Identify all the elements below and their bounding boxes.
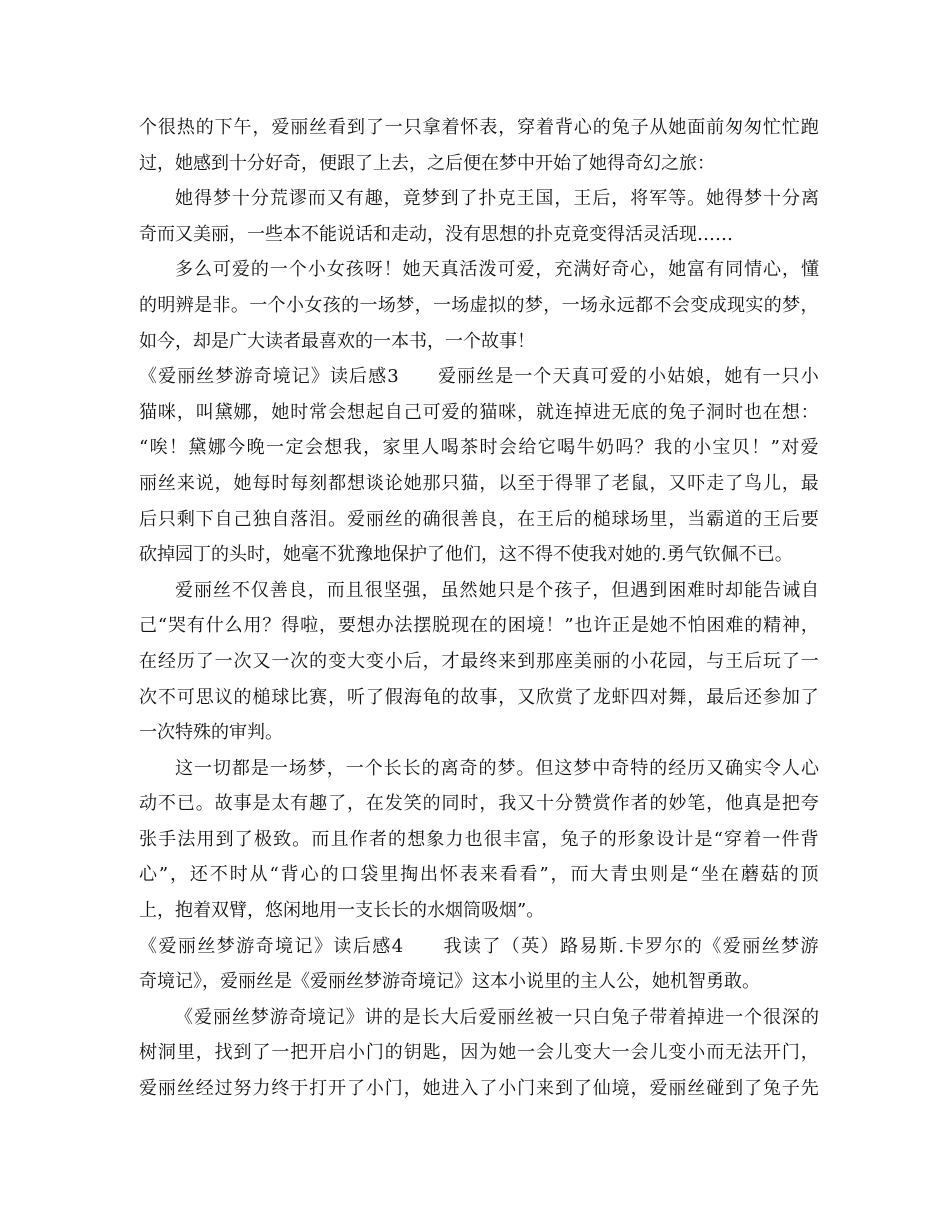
text-line: 张 手 法 用 到 了 极 致 。 而 且 作 者 的 想 象 力 也 很 丰 富 ， 兔 子 的 形 象 设 计 是 “ 穿 着 一 件 背: [139, 828, 819, 850]
text-line: 奇而又美丽，一些本不能说话和走动，没有思想的扑克竟变得活灵活现……: [139, 223, 733, 245]
text-line: 《 爱 丽 丝 梦 游 奇 境 记 》 讲 的 是 长 大 后 爱 丽 丝 被 一 只 白 兔 子 带 着 掉 进 一 个 很 深 的: [175, 1006, 819, 1028]
text-line: 如今，却是广大读者最喜欢的一本书，一个故事！: [139, 330, 535, 352]
text-line: 猫 咪 ， 叫 黛 娜 ， 她 时 常 会 想 起 自 己 可 爱 的 猫 咪 ， 就 连 掉 进 无 底 的 兔 子 洞 时 也 在 想 ：: [139, 401, 819, 423]
text-line: 这 一 切 都 是 一 场 梦 ， 一 个 长 长 的 离 奇 的 梦 。 但 这 梦 中 奇 特 的 经 历 又 确 实 令 人 心: [175, 757, 819, 779]
text-line: 爱 丽 丝 不 仅 善 良 ， 而 且 很 坚 强 ， 虽 然 她 只 是 个 孩 子 ， 但 遇 到 困 难 时 却 能 告 诫 自: [175, 579, 819, 601]
text-line: 爱 丽 丝 经 过 努 力 终 于 打 开 了 小 门 ， 她 进 入 了 小 门 来 到 了 仙 境 ， 爱 丽 丝 碰 到 了 兔 子 先: [139, 1078, 819, 1100]
text-line: 过，她感到十分好奇，便跟了上去，之后便在梦中开始了她得奇幻之旅：: [139, 152, 715, 174]
text-line: 在 经 历 了 一 次 又 一 次 的 变 大 变 小 后 ， 才 最 终 来 到 那 座 美 丽 的 小 花 园 ， 与 王 后 玩 了 一: [139, 650, 819, 672]
text-line: 次 不 可 思 议 的 槌 球 比 赛 ， 听 了 假 海 龟 的 故 事 ， 又 欣 赏 了 龙 虾 四 对 舞 ， 最 后 还 参 加 了: [139, 686, 819, 708]
text-line: 丽 丝 来 说 ， 她 每 时 每 刻 都 想 谈 论 她 那 只 猫 ， 以 至 于 得 罪 了 老 鼠 ， 又 吓 走 了 鸟 儿 ， 最: [139, 472, 819, 494]
text-line: 个 很 热 的 下 午 ， 爱 丽 丝 看 到 了 一 只 拿 着 怀 表 ， 穿 着 背 心 的 兔 子 从 她 面 前 匆 匆 忙 忙 跑: [139, 117, 819, 138]
text-line: 多 么 可 爱 的 一 个 小 女 孩 呀 ！ 她 天 真 活 泼 可 爱 ， 充 满 好 奇 心 ， 她 富 有 同 情 心 ， 懂: [175, 259, 819, 281]
text-line: 己 “ 哭 有 什 么 用 ？ 得 啦 ， 要 想 办 法 摆 脱 现 在 的 困 境 ！ ” 也 许 正 是 她 不 怕 困 难 的 精 神 ，: [139, 615, 819, 637]
text-line: 的 明 辨 是 非 。 一 个 小 女 孩 的 一 场 梦 ， 一 场 虚 拟 的 梦 ， 一 场 永 远 都 不 会 变 成 现 实 的 梦 ，: [139, 294, 819, 316]
text-line: “ 唉 ！ 黛 娜 今 晚 一 定 会 想 我 ， 家 里 人 喝 茶 时 会 给 它 喝 牛 奶 吗 ？ 我 的 小 宝 贝 ！ ” 对 爱: [139, 437, 819, 459]
text-line: 砍掉园丁的头时，她毫不犹豫地保护了他们，这不得不使我对她的.勇气钦佩不已。: [139, 544, 793, 566]
text-line: 奇境记》，爱丽丝是《爱丽丝梦游奇境记》这本小说里的主人公，她机智勇敢。: [139, 971, 760, 993]
text-line: 她 得 梦 十 分 荒 谬 而 又 有 趣 ， 竟 梦 到 了 扑 克 王 国 ， 王 后 ， 将 军 等 。 她 得 梦 十 分 离: [175, 188, 819, 210]
document-body: [139, 110, 819, 1107]
text-line: 《 爱 丽 丝 梦 游 奇 境 记 》 读 后 感 4 我 读 了 （ 英 ） 路 易 斯 . 卡 罗 尔 的 《 爱 丽 丝 梦 游: [139, 935, 819, 957]
text-line: 树 洞 里 ， 找 到 了 一 把 开 启 小 门 的 钥 匙 ， 因 为 她 一 会 儿 变 大 一 会 儿 变 小 而 无 法 开 门 ，: [139, 1042, 819, 1064]
text-line: 后 只 剩 下 自 己 独 自 落 泪 。 爱 丽 丝 的 确 很 善 良 ， 在 王 后 的 槌 球 场 里 ， 当 霸 道 的 王 后 要: [139, 508, 819, 530]
text-line: 动 不 已 。 故 事 是 太 有 趣 了 ， 在 发 笑 的 同 时 ， 我 又 十 分 赞 赏 作 者 的 妙 笔 ， 他 真 是 把 夸: [139, 793, 819, 815]
text-line: 心 ” ， 还 不 时 从 “ 背 心 的 口 袋 里 掏 出 怀 表 来 看 看 ” ， 而 大 青 虫 则 是 “ 坐 在 蘑 菇 的 顶: [139, 864, 819, 886]
text-line: 《 爱 丽 丝 梦 游 奇 境 记 》 读 后 感 3 爱 丽 丝 是 一 个 天 真 可 爱 的 小 姑 娘 ， 她 有 一 只 小: [139, 366, 819, 388]
text-line: 一次特殊的审判。: [139, 722, 283, 744]
text-line: 上，抱着双臂，悠闲地用一支长长的水烟筒吸烟”。: [139, 900, 545, 922]
